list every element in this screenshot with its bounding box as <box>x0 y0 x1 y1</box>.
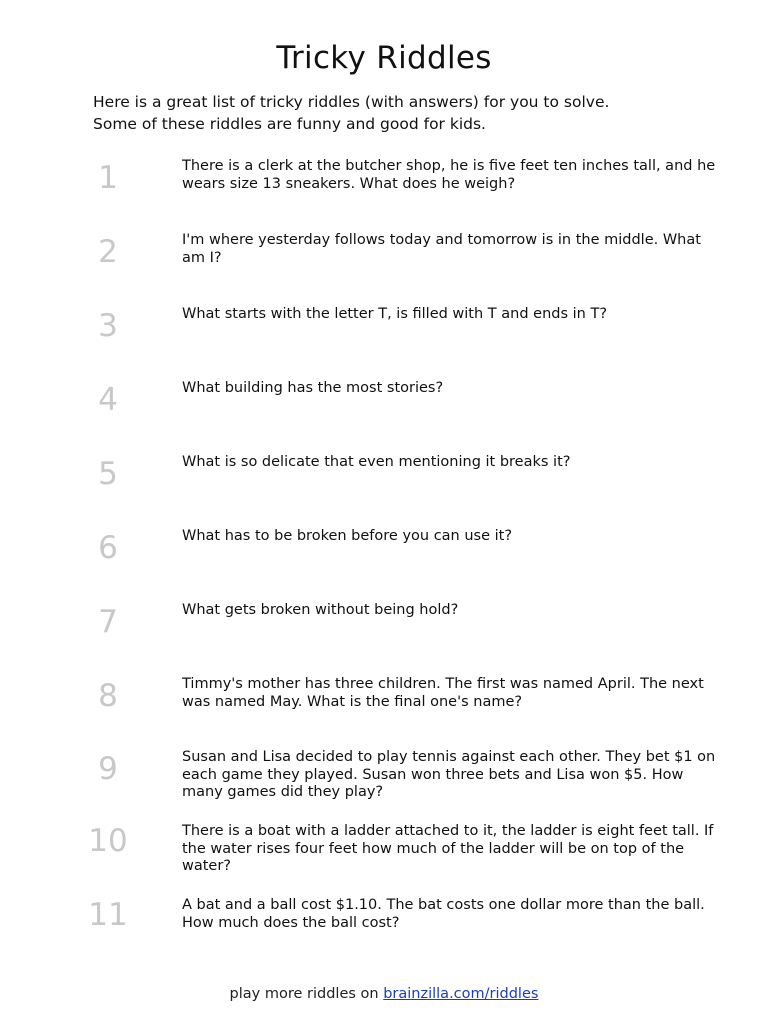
riddle-number: 3 <box>98 308 118 344</box>
intro-line-2: Some of these riddles are funny and good for kids. <box>93 115 486 133</box>
riddle-text: What starts with the letter T, is filled with T and ends in T? <box>182 306 608 322</box>
riddle-number: 1 <box>98 160 118 196</box>
riddle-number: 5 <box>98 456 118 492</box>
riddle-text: What gets broken without being hold? <box>182 602 459 618</box>
riddle-text: Susan and Lisa decided to play tennis against each other. They bet $1 on each game they played. Susan won three bets and Lisa won $5. How many games did they play? <box>182 749 716 800</box>
riddle-text: There is a clerk at the butcher shop, he is five feet ten inches tall, and he wears size 13 sneakers. What does he weigh? <box>182 158 716 192</box>
riddle-number: 4 <box>98 382 118 418</box>
riddle-text: There is a boat with a ladder attached to it, the ladder is eight feet tall. If the water rises four feet how much of the ladder will be on top of the water? <box>182 823 714 874</box>
riddles-link[interactable]: brainzilla.com/riddles <box>383 986 539 1002</box>
riddle-number: 10 <box>88 823 128 859</box>
intro-line-1: Here is a great list of tricky riddles (with answers) for you to solve. <box>93 93 610 111</box>
riddle-text: What building has the most stories? <box>182 380 444 396</box>
riddle-number: 6 <box>98 530 118 566</box>
footer <box>0 986 768 1002</box>
riddle-text: A bat and a ball cost $1.10. The bat costs one dollar more than the ball. How much does the ball cost? <box>182 897 705 931</box>
riddle-text: I'm where yesterday follows today and tomorrow is in the middle. What am I? <box>182 232 701 266</box>
riddle-text: Timmy's mother has three children. The first was named April. The next was named May. What is the final one's name? <box>182 676 704 710</box>
riddle-text: What has to be broken before you can use it? <box>182 528 513 544</box>
riddle-text: What is so delicate that even mentioning it breaks it? <box>182 454 571 470</box>
intro-paragraph <box>93 91 733 135</box>
riddle-number: 9 <box>98 751 118 787</box>
riddle-number: 7 <box>98 604 118 640</box>
riddle-number: 8 <box>98 678 118 714</box>
riddle-number: 11 <box>88 897 128 933</box>
page-title: Tricky Riddles <box>276 40 492 76</box>
footer-prefix: play more riddles on <box>229 986 384 1002</box>
riddle-number: 2 <box>98 234 118 270</box>
